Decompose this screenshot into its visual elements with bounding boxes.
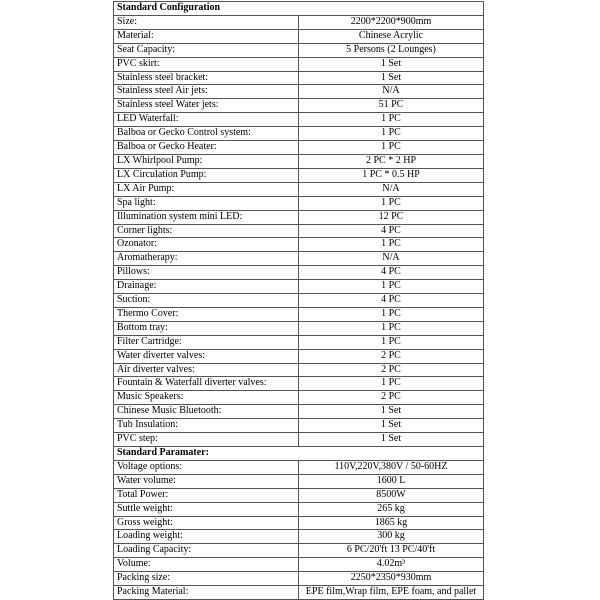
- spec-value: 1 PC: [299, 280, 484, 294]
- table-row: [114, 15, 484, 29]
- spec-label: Ozonator:: [114, 238, 299, 252]
- spec-label: Balboa or Gecko Heater:: [114, 141, 299, 155]
- spec-label: PVC step:: [114, 433, 299, 447]
- spec-label: Drainage:: [114, 280, 299, 294]
- spec-value: 2 PC: [299, 363, 484, 377]
- table-row: [114, 488, 484, 502]
- spec-value: 12 PC: [299, 210, 484, 224]
- spec-label: Size:: [114, 15, 299, 29]
- spec-value: 1 Set: [299, 433, 484, 447]
- spec-label: Total Power:: [114, 488, 299, 502]
- spec-sheet: [113, 1, 484, 600]
- spec-value: 1 PC: [299, 113, 484, 127]
- table-row: [114, 377, 484, 391]
- table-row: [114, 335, 484, 349]
- table-row: [114, 168, 484, 182]
- table-row: [114, 113, 484, 127]
- table-row: [114, 196, 484, 210]
- spec-value: 4 PC: [299, 294, 484, 308]
- spec-label: Water volume:: [114, 474, 299, 488]
- spec-value: 1 PC: [299, 127, 484, 141]
- table-row: [114, 294, 484, 308]
- spec-label: Air diverter valves:: [114, 363, 299, 377]
- spec-label: Packing size:: [114, 572, 299, 586]
- spec-value: 51 PC: [299, 99, 484, 113]
- spec-label: LX Whirlpool Pump:: [114, 154, 299, 168]
- spec-label: Fountain & Waterfall diverter valves:: [114, 377, 299, 391]
- table-row: [114, 502, 484, 516]
- spec-value: 8500W: [299, 488, 484, 502]
- section-title: Standard Configuration: [114, 2, 484, 16]
- spec-value: EPE film,Wrap film, EPE foam, and pallet: [299, 586, 484, 600]
- spec-label: Pillows:: [114, 266, 299, 280]
- table-row: [114, 460, 484, 474]
- table-row: [114, 474, 484, 488]
- spec-value: 1 Set: [299, 57, 484, 71]
- spec-label: LED Waterfall:: [114, 113, 299, 127]
- spec-label: Filter Cartridge:: [114, 335, 299, 349]
- table-row: [114, 530, 484, 544]
- spec-value: 2 PC: [299, 391, 484, 405]
- spec-value: 1865 kg: [299, 516, 484, 530]
- spec-label: Stainless steel Air jets:: [114, 85, 299, 99]
- spec-value: N/A: [299, 182, 484, 196]
- spec-value: 4.02m³: [299, 558, 484, 572]
- spec-value: 1 PC * 0.5 HP: [299, 168, 484, 182]
- table-row: [114, 252, 484, 266]
- spec-label: Spa light:: [114, 196, 299, 210]
- table-row: [114, 224, 484, 238]
- table-row: [114, 85, 484, 99]
- spec-value: 4 PC: [299, 266, 484, 280]
- table-row: [114, 154, 484, 168]
- spec-label: Gross weight:: [114, 516, 299, 530]
- spec-label: Loading weight:: [114, 530, 299, 544]
- spec-label: Material:: [114, 29, 299, 43]
- spec-value: 1 Set: [299, 71, 484, 85]
- spec-label: Thermo Cover:: [114, 307, 299, 321]
- spec-value: 1 Set: [299, 405, 484, 419]
- section-header-row: [114, 447, 484, 461]
- section-title: Standard Paramater:: [114, 447, 484, 461]
- spec-label: Water diverter valves:: [114, 349, 299, 363]
- spec-value: 2250*2350*930mm: [299, 572, 484, 586]
- spec-label: Seat Capacity:: [114, 43, 299, 57]
- table-row: [114, 127, 484, 141]
- spec-value: 1 PC: [299, 335, 484, 349]
- table-row: [114, 405, 484, 419]
- spec-label: Aromatherapy:: [114, 252, 299, 266]
- spec-value: 1 PC: [299, 196, 484, 210]
- spec-label: Packing Material:: [114, 586, 299, 600]
- table-row: [114, 57, 484, 71]
- table-row: [114, 307, 484, 321]
- table-row: [114, 182, 484, 196]
- spec-label: Bottom tray:: [114, 321, 299, 335]
- spec-value: 4 PC: [299, 224, 484, 238]
- spec-table-body: [114, 2, 484, 600]
- table-row: [114, 29, 484, 43]
- table-row: [114, 141, 484, 155]
- spec-value: 1 Set: [299, 419, 484, 433]
- spec-value: 1 PC: [299, 141, 484, 155]
- table-row: [114, 349, 484, 363]
- table-row: [114, 210, 484, 224]
- spec-value: 300 kg: [299, 530, 484, 544]
- spec-label: Stainless steel Water jets:: [114, 99, 299, 113]
- table-row: [114, 586, 484, 600]
- spec-value: 1 PC: [299, 307, 484, 321]
- spec-label: PVC skirt:: [114, 57, 299, 71]
- spec-value: 6 PC/20'ft 13 PC/40'ft: [299, 544, 484, 558]
- spec-value: 2 PC: [299, 349, 484, 363]
- spec-label: Chinese Music Bluetooth:: [114, 405, 299, 419]
- table-row: [114, 238, 484, 252]
- table-row: [114, 363, 484, 377]
- table-row: [114, 544, 484, 558]
- spec-value: 5 Persons (2 Lounges): [299, 43, 484, 57]
- spec-label: Stainless steel bracket:: [114, 71, 299, 85]
- spec-value: 2200*2200*900mm: [299, 15, 484, 29]
- spec-value: 1600 L: [299, 474, 484, 488]
- spec-value: 2 PC * 2 HP: [299, 154, 484, 168]
- table-row: [114, 99, 484, 113]
- spec-label: Tub Insulation:: [114, 419, 299, 433]
- table-row: [114, 391, 484, 405]
- spec-value: N/A: [299, 85, 484, 99]
- spec-label: Loading Capacity:: [114, 544, 299, 558]
- spec-label: Suttle weight:: [114, 502, 299, 516]
- spec-label: Balboa or Gecko Control system:: [114, 127, 299, 141]
- spec-label: Volume:: [114, 558, 299, 572]
- spec-label: Suction:: [114, 294, 299, 308]
- table-row: [114, 71, 484, 85]
- table-row: [114, 516, 484, 530]
- spec-label: Corner lights:: [114, 224, 299, 238]
- spec-label: Music Speakers:: [114, 391, 299, 405]
- table-row: [114, 321, 484, 335]
- table-row: [114, 433, 484, 447]
- table-row: [114, 280, 484, 294]
- spec-value: N/A: [299, 252, 484, 266]
- spec-table: [113, 1, 484, 600]
- spec-value: 1 PC: [299, 377, 484, 391]
- spec-label: LX Air Pump:: [114, 182, 299, 196]
- table-row: [114, 419, 484, 433]
- spec-label: Illumination system mini LED:: [114, 210, 299, 224]
- table-row: [114, 558, 484, 572]
- spec-value: 265 kg: [299, 502, 484, 516]
- table-row: [114, 266, 484, 280]
- table-row: [114, 572, 484, 586]
- spec-value: 1 PC: [299, 321, 484, 335]
- spec-value: Chinese Acrylic: [299, 29, 484, 43]
- spec-value: 110V,220V,380V / 50-60HZ: [299, 460, 484, 474]
- spec-label: Voltage options:: [114, 460, 299, 474]
- table-row: [114, 43, 484, 57]
- spec-label: LX Circulation Pump:: [114, 168, 299, 182]
- spec-value: 1 PC: [299, 238, 484, 252]
- section-header-row: [114, 2, 484, 16]
